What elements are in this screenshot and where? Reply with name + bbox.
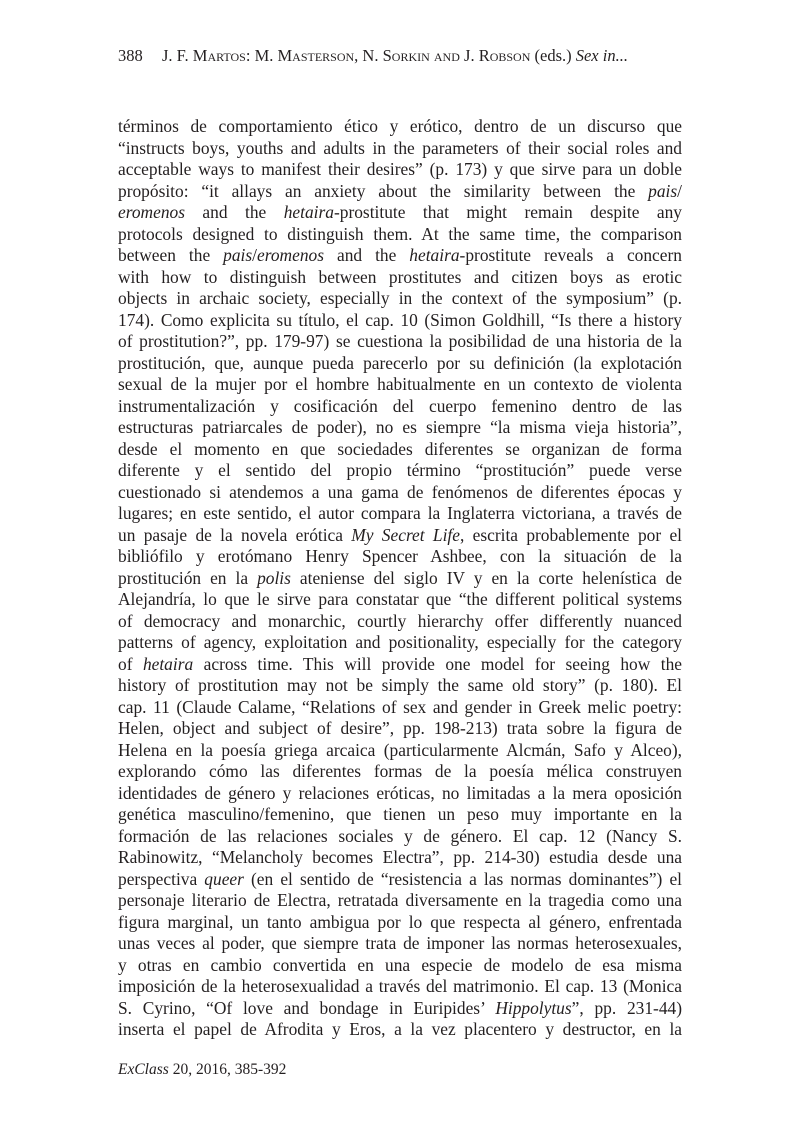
text-line xyxy=(118,331,682,353)
italic-term: pais xyxy=(648,180,678,201)
text-segment: prostitución en la xyxy=(118,567,258,588)
text-line xyxy=(118,675,682,697)
text-line xyxy=(118,546,682,568)
italic-term: eromenos xyxy=(257,245,324,265)
text-line xyxy=(118,202,682,224)
text-segment: ”, pp. 231-44) xyxy=(571,997,683,1018)
text-line xyxy=(118,976,682,998)
text-line xyxy=(118,697,682,719)
text-line xyxy=(118,632,682,654)
text-segment: “instructs boys, youths and adults in the parameters of their social roles and xyxy=(118,137,682,158)
text-segment: un pasaje de la novela erótica xyxy=(118,524,352,545)
text-segment: prostitución, que, aunque pueda parecerlo por su definición (la explotación xyxy=(118,352,682,373)
header-author: J. F. Martos xyxy=(162,46,246,65)
text-segment: history of prostitution may not be simply the same old story” (p. 180). El xyxy=(118,675,682,695)
text-segment: instrumentalización y cosificación del cuerpo femenino dentro de las xyxy=(118,395,682,416)
text-line xyxy=(118,417,682,439)
text-segment: lugares; en este sentido, el autor compara la Inglaterra victoriana, a través de xyxy=(118,503,682,523)
text-segment: S. Cyrino, “Of love and bondage in Euripides’ xyxy=(118,997,496,1018)
text-segment: formación de las relaciones sociales y de género. El cap. 12 (Nancy S. xyxy=(118,825,682,846)
text-segment: cap. 11 (Claude Calame, “Relations of sex and gender in Greek melic poetry: xyxy=(118,696,682,717)
text-line xyxy=(118,912,682,934)
text-segment: diferente y el sentido del propio término “prostitución” puede verse xyxy=(118,460,682,480)
text-line xyxy=(118,933,682,955)
text-segment: of xyxy=(118,653,143,674)
text-segment: Helen, object and subject of desire”, pp. 198-213) trata sobre la figura de xyxy=(118,718,682,738)
text-segment: ateniense del siglo IV y en la corte helenística de xyxy=(290,567,682,588)
text-segment: sexual de la mujer por el hombre habitualmente en un contexto de violenta xyxy=(118,374,682,394)
text-segment: figura marginal, un tanto ambigua por lo que respecta al género, enfrentada xyxy=(118,911,682,932)
text-line xyxy=(118,568,682,590)
page-number: 388 xyxy=(118,46,143,65)
text-segment: identidades de género y relaciones eróticas, no limitadas a la mera oposición xyxy=(118,782,682,803)
italic-term: pais xyxy=(223,245,253,265)
footer-journal: ExClass xyxy=(118,1061,169,1078)
text-line xyxy=(118,783,682,805)
text-segment: -prostitute reveals a concern xyxy=(459,245,682,265)
text-line xyxy=(118,847,682,869)
text-line xyxy=(118,138,682,160)
running-header xyxy=(118,46,628,66)
text-segment: personaje literario de Electra, retratada diversamente en la tragedia como una xyxy=(118,890,682,910)
text-segment: Rabinowitz, “Melancholy becomes Electra”, pp. 214-30) estudia desde una xyxy=(118,847,682,867)
text-line xyxy=(118,159,682,181)
italic-term: queer xyxy=(204,868,244,889)
text-line xyxy=(118,116,682,138)
text-segment: / xyxy=(677,180,682,201)
text-line xyxy=(118,1019,682,1041)
text-line xyxy=(118,310,682,332)
text-segment: genética masculino/femenino, que tienen un peso muy importante en la xyxy=(118,804,682,824)
text-segment: Alejandría, lo que le sirve para constatar que “the different political systems xyxy=(118,589,682,609)
text-line xyxy=(118,460,682,482)
text-line xyxy=(118,826,682,848)
italic-term: Hippolytus xyxy=(495,997,572,1018)
header-colon: : xyxy=(245,46,255,65)
text-segment: inserta el papel de Afrodita y Eros, a la vez placentero y destructor, en la xyxy=(118,1019,682,1039)
text-segment: with how to distinguish between prostitutes and citizen boys as erotic xyxy=(118,266,682,287)
text-segment: 174). Como explicita su título, el cap. 10 (Simon Goldhill, “Is there a history xyxy=(118,309,682,330)
text-segment: Helena en la poesía griega arcaica (particularmente Alcmán, Safo y Alceo), xyxy=(118,739,682,760)
text-segment: imposición de la heterosexualidad a través del matrimonio. El cap. 13 (Monica xyxy=(118,976,682,996)
body-text xyxy=(118,116,682,1041)
text-line xyxy=(118,374,682,396)
text-segment: of prostitution?”, pp. 179-97) se cuestiona la posibilidad de una historia de la xyxy=(118,331,682,351)
text-segment: y otras en cambio convertida en una especie de modelo de esa misma xyxy=(118,954,682,975)
text-line xyxy=(118,503,682,525)
text-segment: and the xyxy=(184,202,284,222)
text-segment: desde el momento en que sociedades diferentes se organizan de forma xyxy=(118,438,682,459)
text-line xyxy=(118,267,682,289)
text-line xyxy=(118,439,682,461)
text-segment: cuestionado si atendemos a una gama de fenómenos de diferentes épocas y xyxy=(118,481,682,502)
text-line xyxy=(118,869,682,891)
italic-term: eromenos xyxy=(118,202,185,222)
text-segment: acceptable ways to manifest their desires” (p. 173) y que sirve para un doble xyxy=(118,159,682,179)
text-line xyxy=(118,396,682,418)
text-line xyxy=(118,224,682,246)
text-segment: across time. This will provide one model for seeing how the xyxy=(193,653,682,674)
text-segment: -prostitute that might remain despite any xyxy=(333,202,683,222)
text-line xyxy=(118,890,682,912)
text-segment: patterns of agency, exploitation and positionality, especially for the category xyxy=(118,632,682,652)
text-line xyxy=(118,245,682,267)
text-segment: bibliófilo y erotómano Henry Spencer Ashbee, con la situación de la xyxy=(118,546,682,566)
text-line xyxy=(118,181,682,203)
text-line xyxy=(118,482,682,504)
text-segment: between the xyxy=(118,245,224,265)
footer-citation xyxy=(118,1061,286,1079)
text-segment: (en el sentido de “resistencia a las normas dominantes”) el xyxy=(243,868,682,889)
text-line xyxy=(118,718,682,740)
text-segment: / xyxy=(252,245,257,265)
text-line xyxy=(118,761,682,783)
text-segment: propósito: “it allays an anxiety about the similarity between the xyxy=(118,180,649,201)
text-line xyxy=(118,288,682,310)
text-line xyxy=(118,740,682,762)
text-segment: , escrita probablemente por el xyxy=(459,524,682,545)
text-line xyxy=(118,804,682,826)
italic-term: hetaira xyxy=(283,202,334,222)
italic-term: polis xyxy=(257,567,291,588)
header-editors: M. Masterson, N. Sorkin and J. Robson xyxy=(254,46,531,65)
text-segment: and the xyxy=(323,245,410,265)
text-segment: términos de comportamiento ético y erótico, dentro de un discurso que xyxy=(118,116,682,136)
text-segment: explorando cómo las diferentes formas de la poesía mélica construyen xyxy=(118,761,682,781)
text-line xyxy=(118,525,682,547)
text-segment: perspectiva xyxy=(118,868,205,889)
italic-term: hetaira xyxy=(142,653,194,674)
text-line xyxy=(118,353,682,375)
footer-volume: 20, 2016, 385-392 xyxy=(168,1061,287,1078)
text-line xyxy=(118,589,682,611)
text-segment: unas veces al poder, que siempre trata de imponer las normas heterosexuales, xyxy=(118,933,682,953)
text-segment: estructuras patriarcales de poder), no es siempre “la misma vieja historia”, xyxy=(118,417,682,437)
text-segment: of democracy and monarchic, courtly hierarchy offer differently nuanced xyxy=(118,610,682,631)
text-line xyxy=(118,998,682,1020)
text-segment: protocols designed to distinguish them. At the same time, the comparison xyxy=(118,223,682,244)
text-line xyxy=(118,955,682,977)
header-eds: (eds.) xyxy=(534,46,572,65)
text-segment: objects in archaic society, especially in the context of the symposium” (p. xyxy=(118,288,682,308)
text-line xyxy=(118,654,682,676)
italic-term: My Secret Life xyxy=(351,524,460,545)
text-line xyxy=(118,611,682,633)
header-book-title: Sex in... xyxy=(575,46,628,65)
italic-term: hetaira xyxy=(409,245,460,265)
